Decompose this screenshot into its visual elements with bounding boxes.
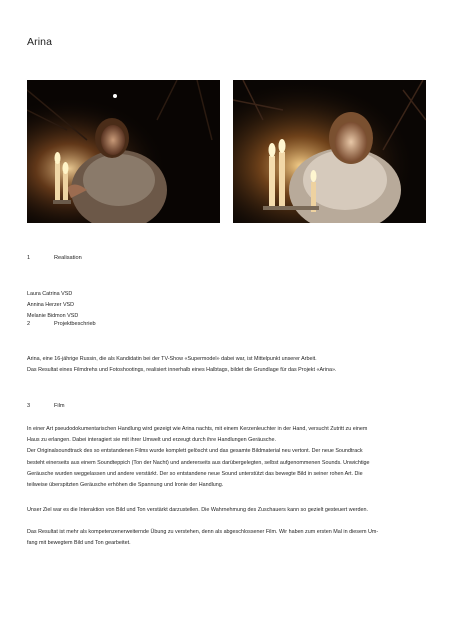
section-title: Realisation xyxy=(54,255,82,261)
projekt-paragraph xyxy=(27,354,427,376)
film-paragraph-3 xyxy=(27,527,427,549)
text-line: In einer Art pseudodokumentarischen Handlung wird gezeigt wie Arina nachts, mit einem Kerzenleuchter in der Hand, versucht Zutritt zu einem xyxy=(27,426,368,432)
credit-line: Annina Herzer VSD xyxy=(27,302,75,309)
section-number: 1 xyxy=(27,255,31,261)
page-title: Arina xyxy=(27,36,53,48)
section-heading-realisation xyxy=(27,256,82,262)
credit-line: Laura Catrina VSD xyxy=(27,291,73,297)
text-line: Haus zu erlangen. Dabei interagiert sie mit ihrer Umwelt und erzeugt durch ihre Handlungen Geräusche. xyxy=(27,437,276,444)
text-line: teilweise überspitzten Geräusche erhöhen die Spannung und Ironie der Handlung. xyxy=(27,482,224,489)
section-heading-film xyxy=(27,404,65,410)
section-heading-projektbeschrieb xyxy=(27,322,96,328)
photo-left xyxy=(27,80,220,223)
text-line: Das Resultat ist mehr als kompetenzenerweiternde Übung zu verstehen, denn als abgeschlossener Film. Wir haben zum ersten Mal in diesem Um- xyxy=(27,529,379,535)
text-line: Arina, eine 16-jährige Russin, die als Kandidatin bei der TV-Show «Supermodel» dabei war, ist Mittelpunkt unserer Arbeit. xyxy=(27,356,317,362)
film-paragraph-2 xyxy=(27,505,427,516)
section-number: 2 xyxy=(27,321,31,327)
credit-line: Melanie Bidmon VSD xyxy=(27,313,79,320)
text-line: Das Resultat eines Filmdrehs und Fotoshootings, realisiert innerhalb eines Halbtags, bildet die Grundlage für das Projekt «Arina». xyxy=(27,367,337,374)
text-line: Geräusche wurden weggelassen und andere verstärkt. Der so entstandene neue Sound unterstützt das bewegte Bild in seiner rohen Art. Die xyxy=(27,470,363,477)
candle-portrait-photo-icon xyxy=(233,80,426,223)
section-title: Film xyxy=(54,403,65,409)
text-line: Unser Ziel war es die Interaktion von Bild und Ton verstärkt darzustellen. Die Wahrnehmung des Zuschauers kann so gezielt gesteuert werden. xyxy=(27,507,368,513)
text-line: fang mit bewegtem Bild und Ton gearbeitet. xyxy=(27,540,131,547)
section-title: Projektbeschrieb xyxy=(54,321,96,327)
text-line: Der Originalsoundtrack des so entstandenen Films wurde komplett gelöscht und das gesamte Bildmaterial neu vertont. Der neue Soundtrack xyxy=(27,448,363,455)
section-number: 3 xyxy=(27,403,31,409)
photo-right xyxy=(233,80,426,223)
text-line: besteht einerseits aus einem Soundteppich (Ton der Nacht) und andererseits aus darübergelegten, selbst aufgenommenen Sounds. Unwichtige xyxy=(27,459,370,466)
film-paragraph-1 xyxy=(27,424,427,491)
credits-list xyxy=(27,289,427,323)
candle-portrait-photo-icon xyxy=(27,80,220,223)
